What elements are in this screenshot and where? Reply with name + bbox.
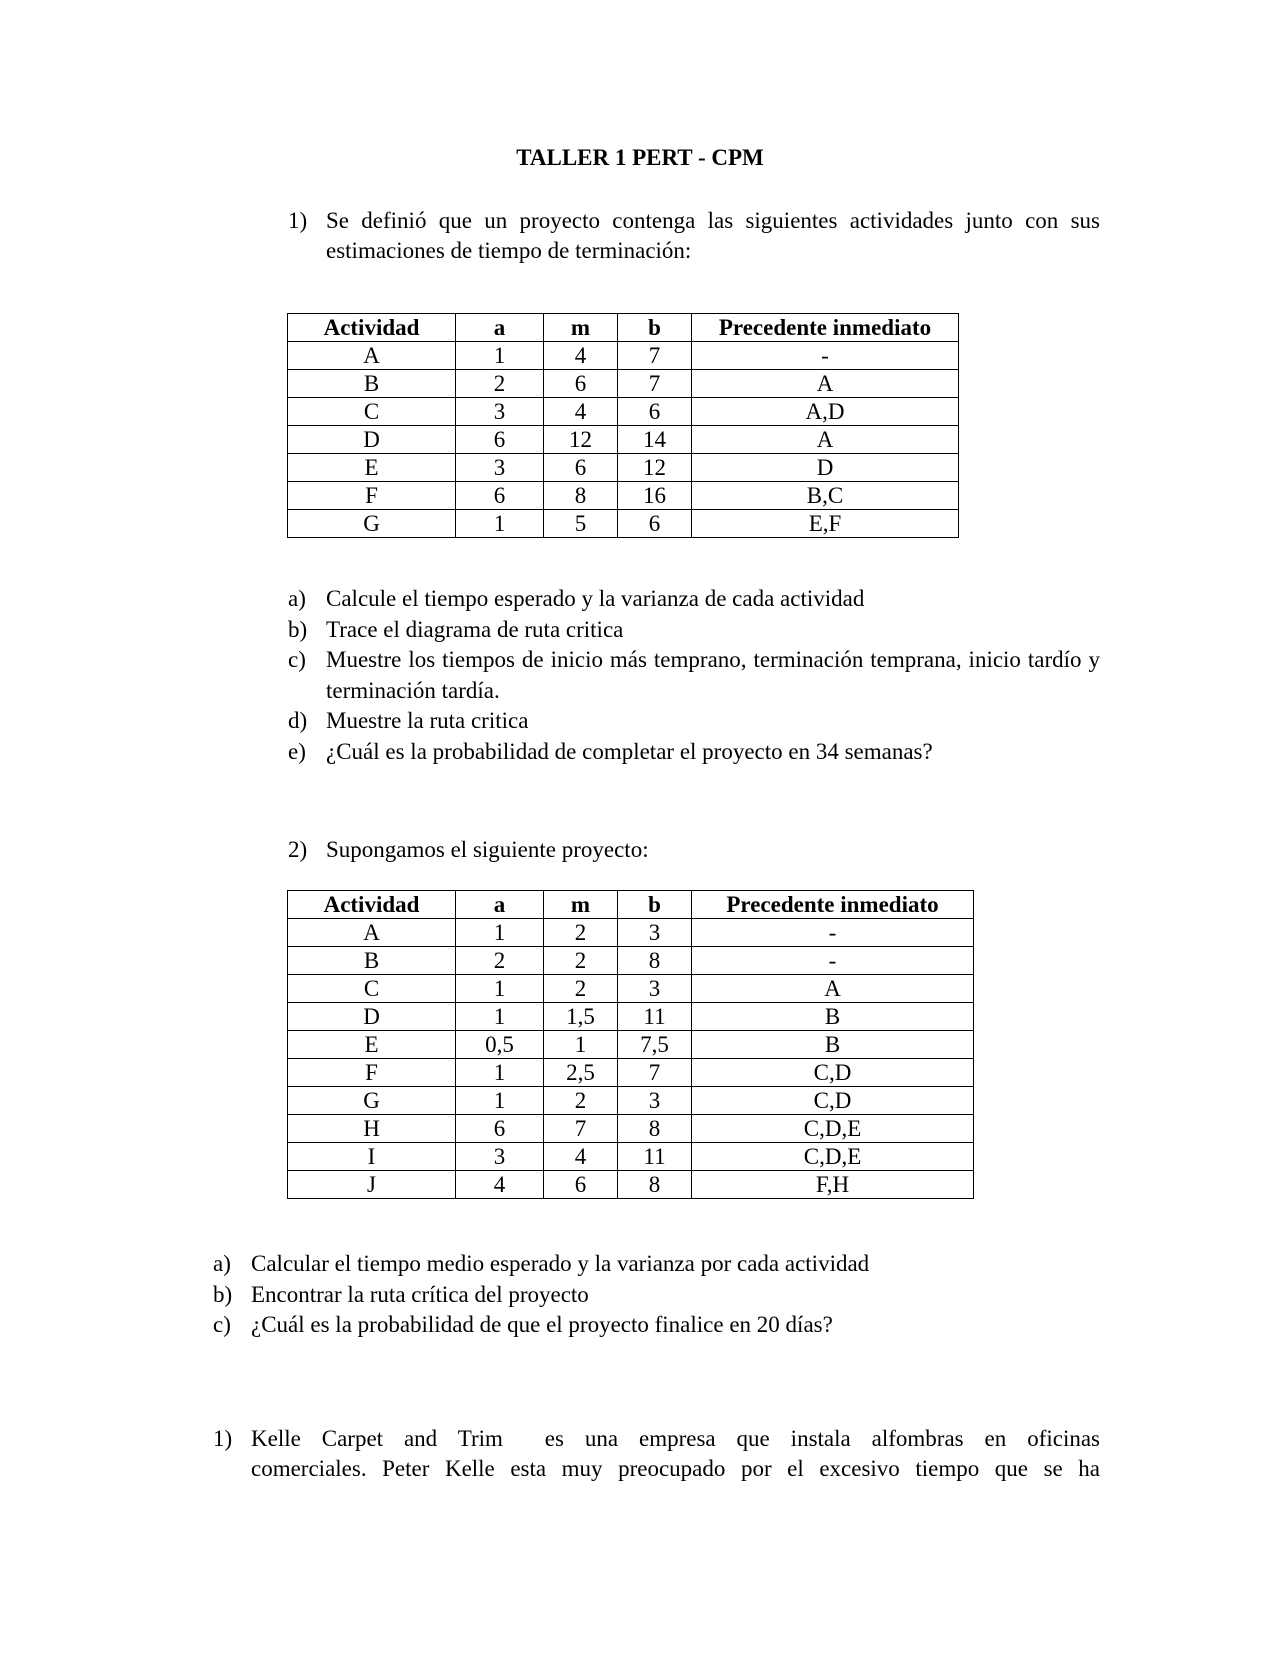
table-cell: 2 (544, 975, 618, 1003)
table-row (288, 1003, 974, 1031)
list-item (288, 706, 1100, 737)
table-header-row (288, 314, 959, 342)
table-row (288, 454, 959, 482)
table-cell: 7 (618, 1059, 692, 1087)
table-cell: A (692, 975, 974, 1003)
table-cell: 3 (456, 454, 544, 482)
column-header: Actividad (288, 891, 456, 919)
table-cell: F (288, 482, 456, 510)
table-cell: A,D (692, 398, 959, 426)
list-item-label: c) (213, 1312, 231, 1337)
table-cell: E (288, 1031, 456, 1059)
problem-3-statement (213, 1424, 1100, 1484)
table-cell: C (288, 398, 456, 426)
table-cell: A (692, 426, 959, 454)
table-cell: 3 (456, 1143, 544, 1171)
column-header: Actividad (288, 314, 456, 342)
table-cell: B (692, 1031, 974, 1059)
table-cell: A (288, 919, 456, 947)
table-cell: 2 (544, 919, 618, 947)
table-cell: 5 (544, 510, 618, 538)
list-item-text: Calcular el tiempo medio esperado y la varianza por cada actividad (251, 1251, 870, 1276)
table-cell: C,D,E (692, 1143, 974, 1171)
problem-2-number: 2) (288, 837, 308, 862)
problem-1-questions (288, 584, 1100, 767)
table-cell: 4 (544, 342, 618, 370)
table-cell: I (288, 1143, 456, 1171)
table-row (288, 947, 974, 975)
table-cell: 4 (544, 1143, 618, 1171)
table-cell: 7 (544, 1115, 618, 1143)
table-cell: C,D (692, 1059, 974, 1087)
table-cell: 1 (456, 1059, 544, 1087)
table-cell: D (692, 454, 959, 482)
table-row (288, 975, 974, 1003)
table-row (288, 482, 959, 510)
table-cell: 12 (544, 426, 618, 454)
table-cell: E,F (692, 510, 959, 538)
column-header: Precedente inmediato (692, 314, 959, 342)
table-header-row (288, 891, 974, 919)
table-cell: 2 (456, 370, 544, 398)
list-item-label: d) (288, 708, 308, 733)
table-cell: 3 (618, 1087, 692, 1115)
table-cell: C,D (692, 1087, 974, 1115)
table-cell: D (288, 1003, 456, 1031)
list-item (288, 737, 1100, 768)
problem-3-line-2: comerciales. Peter Kelle esta muy preocupado por el excesivo tiempo que se ha (251, 1456, 1100, 1481)
table-cell: 1 (456, 1087, 544, 1115)
table-cell: 2 (456, 947, 544, 975)
list-item-text: Muestre los tiempos de inicio más temprano, terminación temprana, inicio tardío y terminación tardía. (326, 647, 1100, 703)
table-cell: 1,5 (544, 1003, 618, 1031)
column-header: b (618, 891, 692, 919)
table-cell: 6 (544, 1171, 618, 1199)
table-cell: - (692, 947, 974, 975)
table-cell: 1 (456, 342, 544, 370)
column-header: m (544, 891, 618, 919)
table-cell: 8 (618, 1171, 692, 1199)
column-header: b (618, 314, 692, 342)
table-cell: 1 (544, 1031, 618, 1059)
problem-3-line-1: Kelle Carpet and Trim es una empresa que instala alfombras en oficinas (251, 1426, 1100, 1451)
list-item-label: e) (288, 738, 306, 764)
table-cell: 6 (544, 370, 618, 398)
table-cell: B (288, 370, 456, 398)
table-cell: B,C (692, 482, 959, 510)
table-row (288, 426, 959, 454)
list-item-text: Encontrar la ruta crítica del proyecto (251, 1281, 589, 1307)
problem-2-questions (213, 1249, 1100, 1341)
table-cell: 6 (618, 398, 692, 426)
table-cell: 12 (618, 454, 692, 482)
table-row (288, 1031, 974, 1059)
table-row (288, 919, 974, 947)
list-item-label: a) (213, 1251, 231, 1276)
list-item-label: c) (288, 647, 306, 672)
table-cell: B (692, 1003, 974, 1031)
table-cell: 2 (544, 1087, 618, 1115)
table-cell: 8 (544, 482, 618, 510)
column-header: Precedente inmediato (692, 891, 974, 919)
table-cell: 0,5 (456, 1031, 544, 1059)
column-header: m (544, 314, 618, 342)
table-cell: 6 (456, 1115, 544, 1143)
list-item (213, 1280, 1100, 1311)
list-item-label: a) (288, 586, 306, 611)
problem-1-statement (288, 206, 1100, 266)
table-cell: G (288, 1087, 456, 1115)
list-item-text: Muestre la ruta critica (326, 708, 529, 733)
table-cell: H (288, 1115, 456, 1143)
list-item-label: b) (288, 616, 308, 642)
table-cell: B (288, 947, 456, 975)
list-item (213, 1249, 1100, 1280)
table-cell: 4 (544, 398, 618, 426)
page-title: TALLER 1 PERT - CPM (516, 145, 764, 170)
table-cell: C (288, 975, 456, 1003)
table-cell: 7 (618, 370, 692, 398)
table-cell: 6 (544, 454, 618, 482)
problem-2-statement (288, 835, 1100, 865)
table-cell: 7 (618, 342, 692, 370)
problem-2-text: Supongamos el siguiente proyecto: (326, 837, 649, 862)
table-cell: F,H (692, 1171, 974, 1199)
table-cell: 7,5 (618, 1031, 692, 1059)
table-cell: 14 (618, 426, 692, 454)
table-cell: 6 (456, 482, 544, 510)
table-row (288, 1115, 974, 1143)
table-cell: 8 (618, 947, 692, 975)
table-cell: E (288, 454, 456, 482)
column-header: a (456, 891, 544, 919)
table-cell: 6 (456, 426, 544, 454)
problem-3-number: 1) (213, 1426, 233, 1451)
table-cell: 4 (456, 1171, 544, 1199)
table-cell: 1 (456, 975, 544, 1003)
table-cell: 8 (618, 1115, 692, 1143)
table-cell: - (692, 919, 974, 947)
table-cell: A (692, 370, 959, 398)
table-cell: 11 (618, 1143, 692, 1171)
activities-table-2 (287, 890, 974, 1199)
list-item-text: Calcule el tiempo esperado y la varianza de cada actividad (326, 586, 865, 611)
table-row (288, 510, 959, 538)
table-cell: 3 (618, 975, 692, 1003)
table-row (288, 1143, 974, 1171)
table-cell: G (288, 510, 456, 538)
problem-1-text: Se definió que un proyecto contenga las siguientes actividades junto con sus estimaciones de tiempo de terminación: (326, 208, 1100, 263)
list-item (213, 1310, 1100, 1341)
list-item (288, 584, 1100, 615)
table-cell: 6 (618, 510, 692, 538)
table-cell: 3 (456, 398, 544, 426)
table-cell: 1 (456, 510, 544, 538)
table-cell: 11 (618, 1003, 692, 1031)
activities-table-1 (287, 313, 959, 538)
table-cell: J (288, 1171, 456, 1199)
list-item-text: Trace el diagrama de ruta critica (326, 616, 624, 642)
table-cell: A (288, 342, 456, 370)
table-cell: D (288, 426, 456, 454)
table-cell: F (288, 1059, 456, 1087)
table-row (288, 370, 959, 398)
table-cell: 16 (618, 482, 692, 510)
list-item (288, 615, 1100, 646)
table-row (288, 398, 959, 426)
problem-1-number: 1) (288, 208, 308, 233)
list-item-text: ¿Cuál es la probabilidad de que el proyecto finalice en 20 días? (251, 1312, 833, 1337)
list-item-text: ¿Cuál es la probabilidad de completar el proyecto en 34 semanas? (326, 738, 933, 764)
table-cell: 2,5 (544, 1059, 618, 1087)
table-cell: C,D,E (692, 1115, 974, 1143)
table-cell: 1 (456, 1003, 544, 1031)
list-item (288, 645, 1100, 706)
table-cell: - (692, 342, 959, 370)
table-row (288, 1087, 974, 1115)
table-row (288, 342, 959, 370)
table-cell: 2 (544, 947, 618, 975)
list-item-label: b) (213, 1281, 233, 1307)
column-header: a (456, 314, 544, 342)
table-row (288, 1059, 974, 1087)
table-cell: 1 (456, 919, 544, 947)
table-row (288, 1171, 974, 1199)
table-cell: 3 (618, 919, 692, 947)
